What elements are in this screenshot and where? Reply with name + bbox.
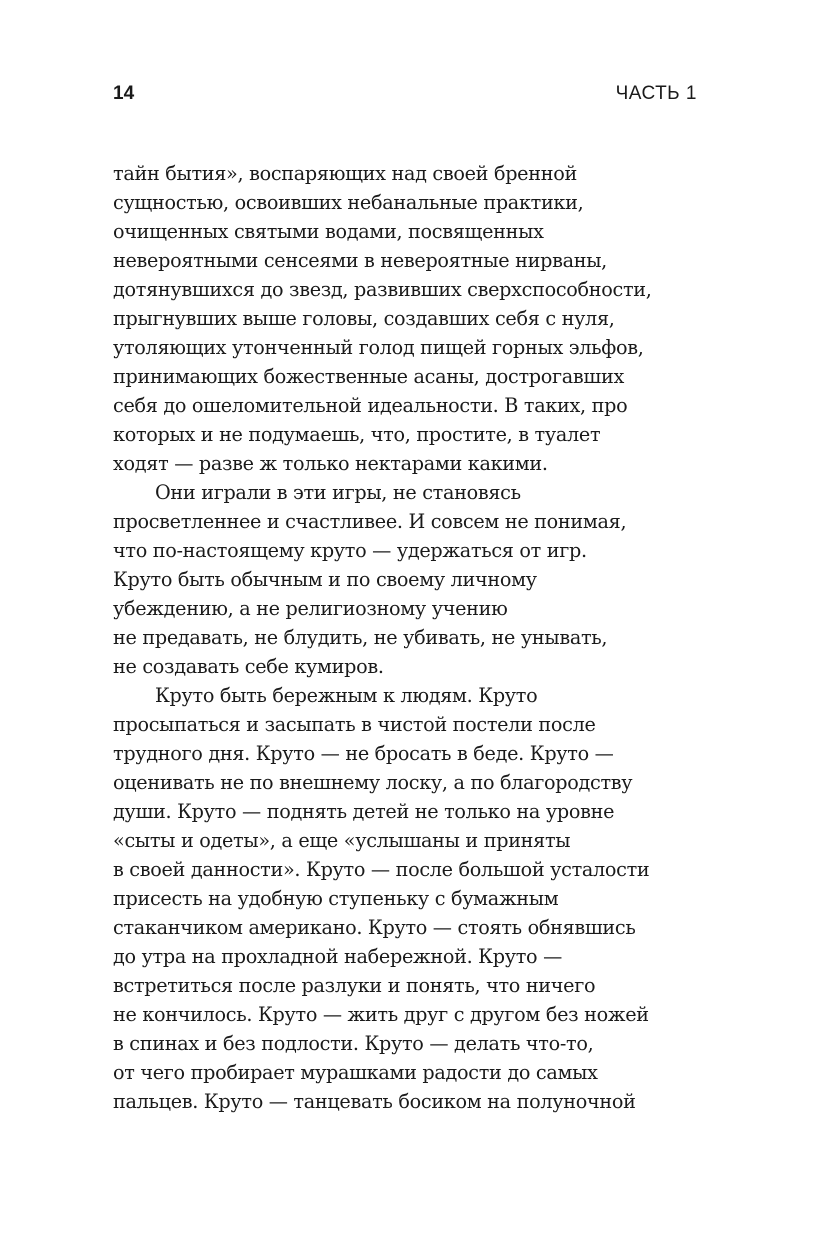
paragraph-1 (113, 159, 697, 478)
body-text (113, 159, 697, 1116)
text-line: дотянувшихся до звезд, развивших сверхспособности, (113, 278, 652, 301)
text-line: пальцев. Круто — танцевать босиком на полуночной (113, 1090, 636, 1113)
text-line: не кончилось. Круто — жить друг с другом без ножей (113, 1003, 649, 1026)
text-line: в спинах и без подлости. Круто — делать что-то, (113, 1032, 594, 1055)
text-line: себя до ошеломительной идеальности. В таких, про (113, 394, 628, 417)
text-line: трудного дня. Круто — не бросать в беде. Круто — (113, 742, 614, 765)
text-line: «сыты и одеты», а еще «услышаны и приняты (113, 829, 571, 852)
text-line: оценивать не по внешнему лоску, а по благородству (113, 771, 633, 794)
page-number: 14 (113, 83, 135, 104)
text-line: в своей данности». Круто — после большой усталости (113, 858, 650, 881)
paragraph-3 (113, 681, 697, 1116)
text-line: ходят — разве ж только нектарами какими. (113, 452, 548, 475)
text-line: тайн бытия», воспаряющих над своей бренной (113, 162, 577, 185)
text-line: Круто быть обычным и по своему личному (113, 568, 537, 591)
text-line: невероятными сенсеями в невероятные нирваны, (113, 249, 607, 272)
text-line: до утра на прохладной набережной. Круто — (113, 945, 562, 968)
text-line: не создавать себе кумиров. (113, 655, 384, 678)
page-header (113, 83, 697, 109)
text-line: сущностью, освоивших небанальные практики, (113, 191, 584, 214)
text-line: души. Круто — поднять детей не только на уровне (113, 800, 615, 823)
running-head: ЧАСТЬ 1 (615, 83, 697, 104)
text-line: стаканчиком американо. Круто — стоять обнявшись (113, 916, 636, 939)
paragraph-2 (113, 478, 697, 681)
text-line: прыгнувших выше головы, создавших себя с нуля, (113, 307, 615, 330)
text-line: что по-настоящему круто — удержаться от игр. (113, 539, 587, 562)
text-line: убеждению, а не религиозному учению (113, 597, 508, 620)
text-line: Круто быть бережным к людям. Круто (155, 684, 538, 707)
text-line: просветленнее и счастливее. И совсем не понимая, (113, 510, 627, 533)
text-line: не предавать, не блудить, не убивать, не унывать, (113, 626, 608, 649)
text-line: утоляющих утонченный голод пищей горных эльфов, (113, 336, 644, 359)
text-line: очищенных святыми водами, посвященных (113, 220, 544, 243)
text-line: которых и не подумаешь, что, простите, в туалет (113, 423, 601, 446)
text-line: просыпаться и засыпать в чистой постели после (113, 713, 596, 736)
text-line: принимающих божественные асаны, дострогавших (113, 365, 624, 388)
text-line: Они играли в эти игры, не становясь (155, 481, 521, 504)
text-line: от чего пробирает мурашками радости до самых (113, 1061, 598, 1084)
text-line: присесть на удобную ступеньку с бумажным (113, 887, 559, 910)
text-line: встретиться после разлуки и понять, что ничего (113, 974, 596, 997)
